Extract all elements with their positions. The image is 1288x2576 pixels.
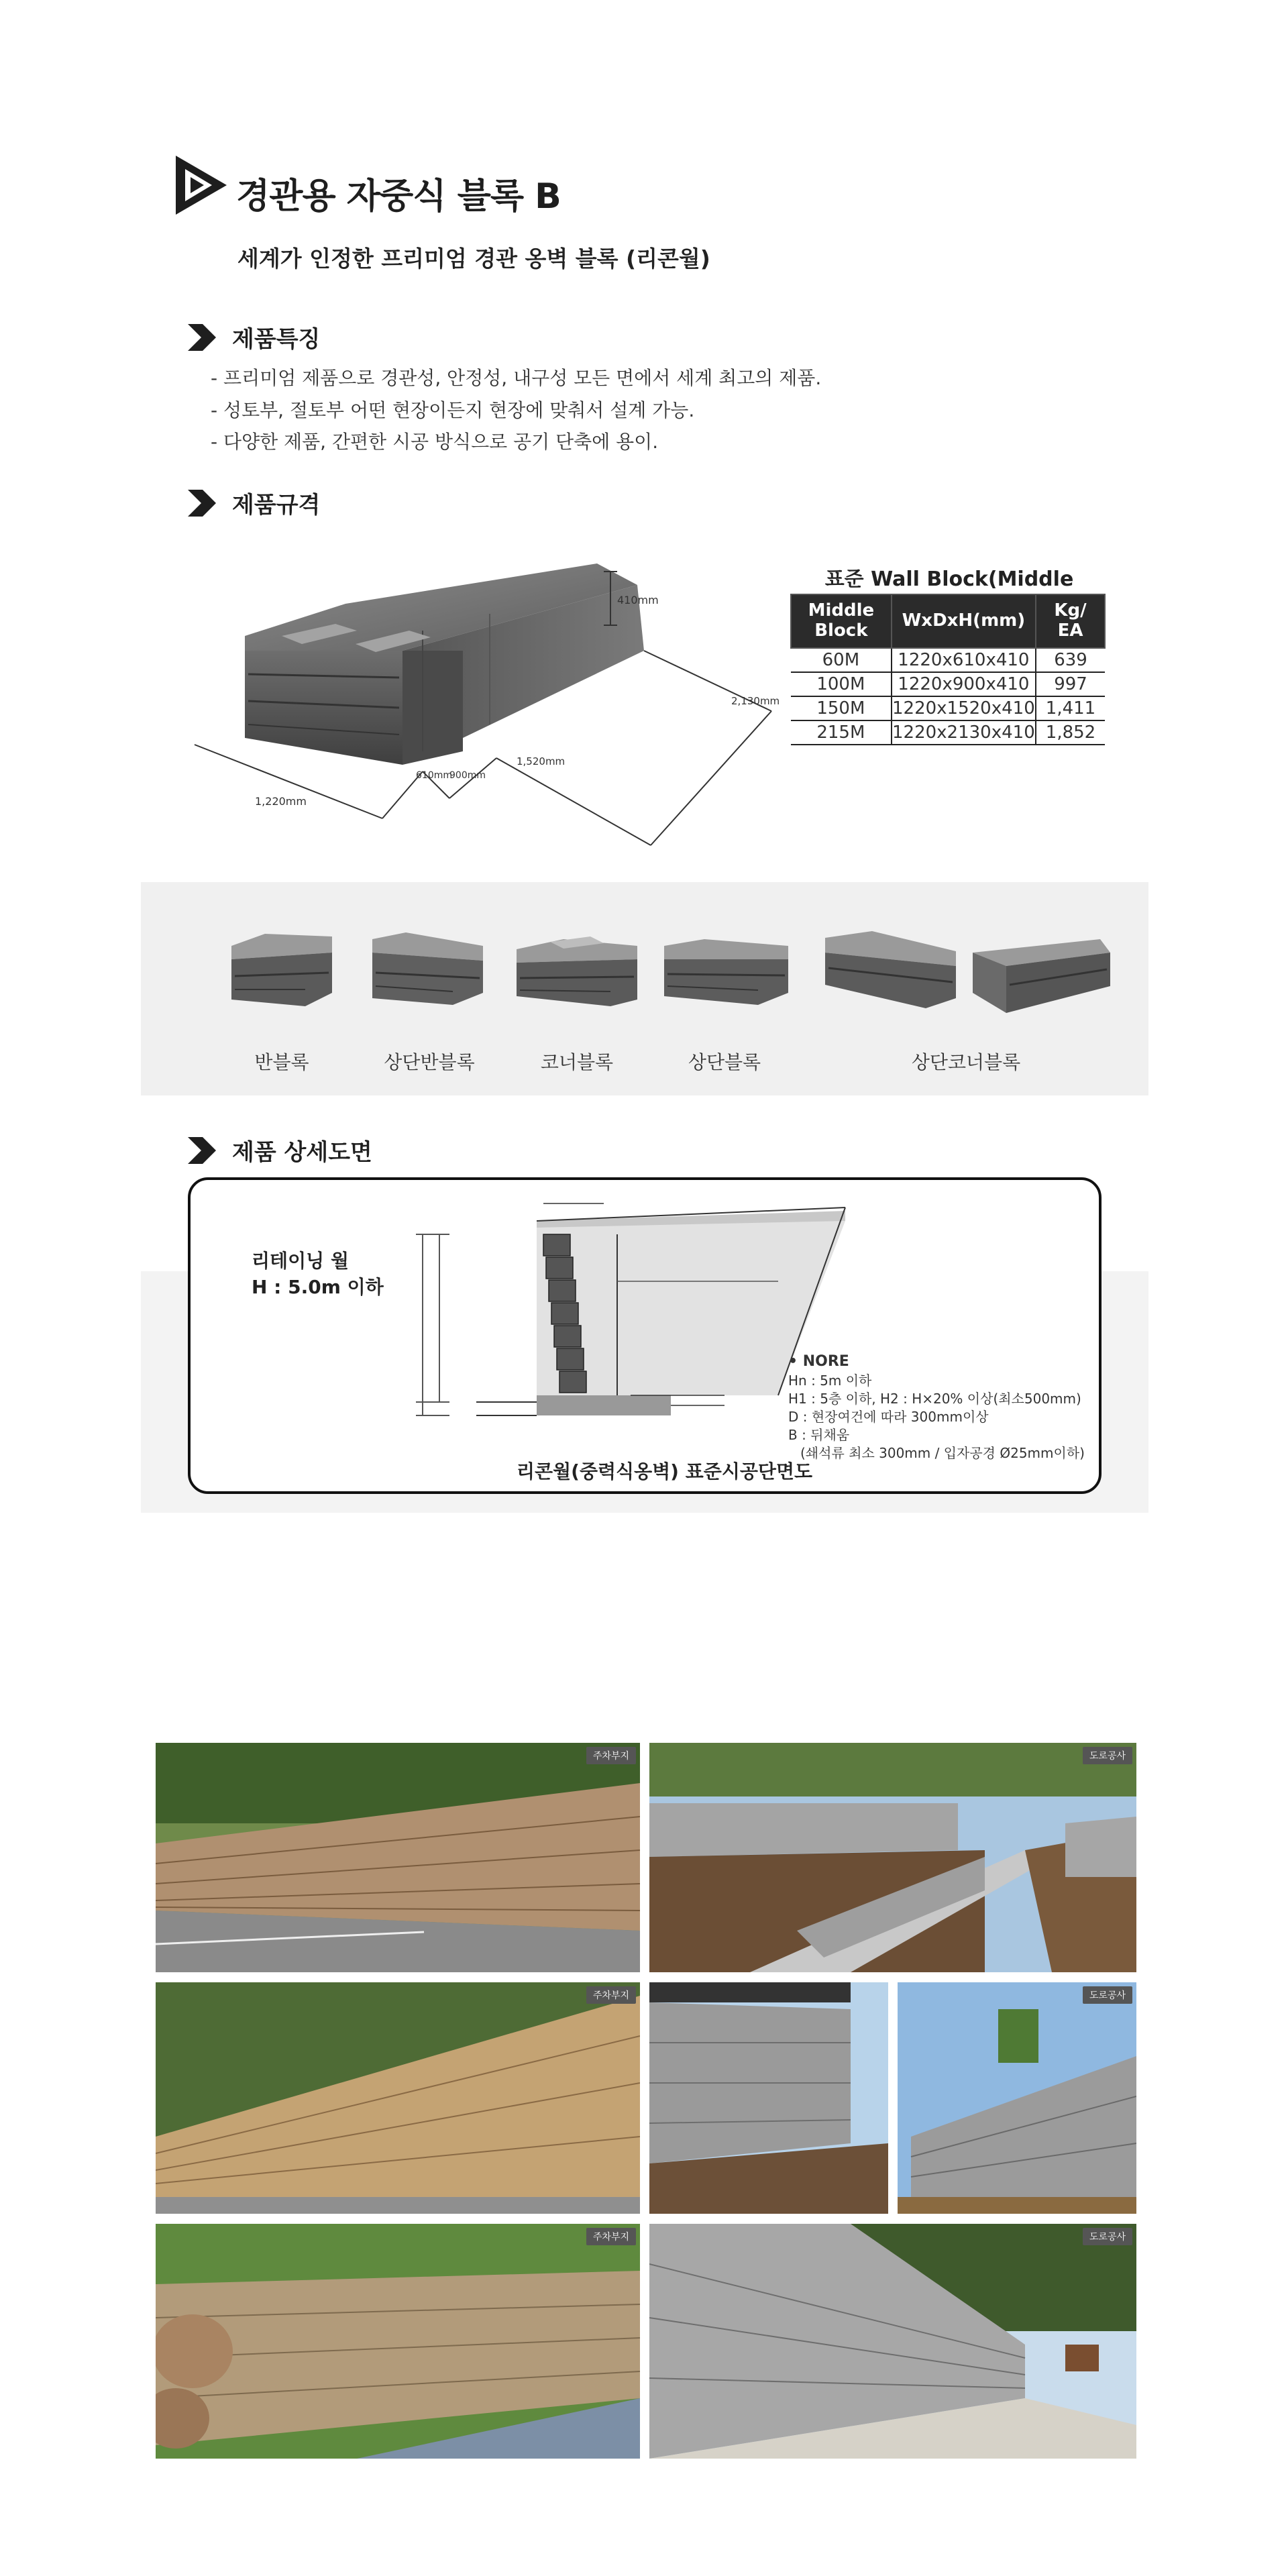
photo-tag: 주차부지 (586, 2228, 636, 2245)
variant-top-corner-block-image-b (966, 932, 1114, 1020)
table-row (791, 648, 1105, 672)
variant-label: 상단블록 (688, 1051, 761, 1073)
photo-road-wall-3 (898, 1982, 1136, 2214)
note-line: (쇄석류 최소 300mm / 입자공경 Ø25mm이하) (800, 1444, 1085, 1461)
retaining-wall-label (252, 1248, 384, 1300)
spec-cell: 1220x900x410 (892, 672, 1036, 696)
spec-cell: 1220x1520x410 (892, 696, 1036, 720)
detail-title: 제품 상세도면 (232, 1139, 372, 1166)
variant-label: 코너블록 (540, 1051, 614, 1073)
variant-half-block-image (225, 919, 339, 1013)
specs-heading (188, 486, 320, 519)
spec-cell: 1220x2130x410 (892, 720, 1036, 745)
feature-item: - 다양한 제품, 간편한 시공 방식으로 공기 단축에 용이. (211, 426, 1150, 458)
variant-label: 상단코너블록 (911, 1051, 1021, 1073)
dim-width-label: 1,220mm (255, 795, 307, 808)
spec-table-title: 표준 Wall Block(Middle (824, 568, 1074, 591)
spec-cell: 150M (791, 696, 892, 720)
spec-cell: 1,852 (1036, 720, 1105, 745)
spec-header-size: WxDxH(mm) (892, 594, 1036, 648)
photo-parking-wall-3 (156, 2224, 640, 2459)
dim-depth-1520-label: 1,520mm (517, 755, 566, 767)
specs-title: 제품규격 (232, 492, 321, 519)
note-line: D : 현장여건에 따라 300mm이상 (788, 1408, 989, 1425)
table-row (791, 672, 1105, 696)
spec-cell: 215M (791, 720, 892, 745)
photo-road-wall-2 (649, 1982, 888, 2214)
note-line: B : 뒤채움 (788, 1426, 850, 1443)
features-heading (188, 321, 320, 354)
photo-tag: 주차부지 (586, 1747, 636, 1764)
drawing-caption: 리콘월(중력식옹벽) 표준시공단면도 (517, 1460, 813, 1483)
variant-top-block-image (657, 919, 792, 1013)
spec-cell: 639 (1036, 648, 1105, 672)
spec-header-model: Middle Block (791, 594, 892, 648)
photo-road-wall-1 (649, 1743, 1136, 1972)
dim-depth-2130-label: 2,130mm (731, 695, 780, 707)
variant-top-corner-block-image-a (818, 924, 959, 1012)
notes-title: • NORE (788, 1353, 849, 1370)
page-title: 경관용 자중식 블록 B (236, 176, 561, 217)
chevron-right-icon (188, 1137, 221, 1164)
note-line: H1 : 5층 이하, H2 : H×20% 이상(최소500mm) (788, 1390, 1081, 1407)
drawing-notes (788, 1352, 1085, 1462)
photo-parking-wall-1 (156, 1743, 640, 1972)
spec-table (790, 594, 1106, 745)
features-title: 제품특징 (232, 326, 321, 353)
spec-header-weight: Kg/ EA (1036, 594, 1105, 648)
feature-item: - 프리미엄 제품으로 경관성, 안정성, 내구성 모든 면에서 세계 최고의 제품. (211, 362, 1150, 394)
brand-logo-icon (176, 156, 227, 215)
variant-label: 상단반블록 (384, 1051, 475, 1073)
variant-label: 반블록 (254, 1051, 309, 1073)
dim-depth-900-label: 900mm (449, 770, 486, 781)
features-list (211, 362, 1150, 458)
photo-tag: 도로공사 (1083, 1986, 1132, 2004)
block-dimension-diagram (181, 537, 785, 872)
table-row (791, 720, 1105, 745)
detail-heading (188, 1134, 372, 1167)
note-line: Hn : 5m 이하 (788, 1372, 872, 1389)
spec-cell: 60M (791, 648, 892, 672)
photo-tag: 도로공사 (1083, 1747, 1132, 1764)
chevron-right-icon (188, 490, 221, 517)
spec-cell: 100M (791, 672, 892, 696)
photo-parking-wall-2 (156, 1982, 640, 2214)
variant-corner-block-image (510, 919, 644, 1013)
photo-tag: 도로공사 (1083, 2228, 1132, 2245)
spec-cell: 1220x610x410 (892, 648, 1036, 672)
table-row (791, 696, 1105, 720)
dim-depth-610-label: 610mm (416, 770, 452, 781)
spec-cell: 997 (1036, 672, 1105, 696)
variant-top-half-block-image (366, 919, 486, 1013)
feature-item: - 성토부, 절토부 어떤 현장이든지 현장에 맞춰서 설계 가능. (211, 394, 1150, 427)
page-subtitle: 세계가 인정한 프리미엄 경관 옹벽 블록 (리콘월) (237, 246, 710, 272)
retaining-wall-title: 리테이닝 월 (252, 1250, 349, 1272)
photo-road-wall-4 (649, 2224, 1136, 2459)
photo-tag: 주차부지 (586, 1986, 636, 2004)
retaining-wall-height: H : 5.0m 이하 (252, 1276, 384, 1299)
spec-cell: 1,411 (1036, 696, 1105, 720)
chevron-right-icon (188, 324, 221, 351)
dim-height-label: 410mm (617, 594, 659, 606)
